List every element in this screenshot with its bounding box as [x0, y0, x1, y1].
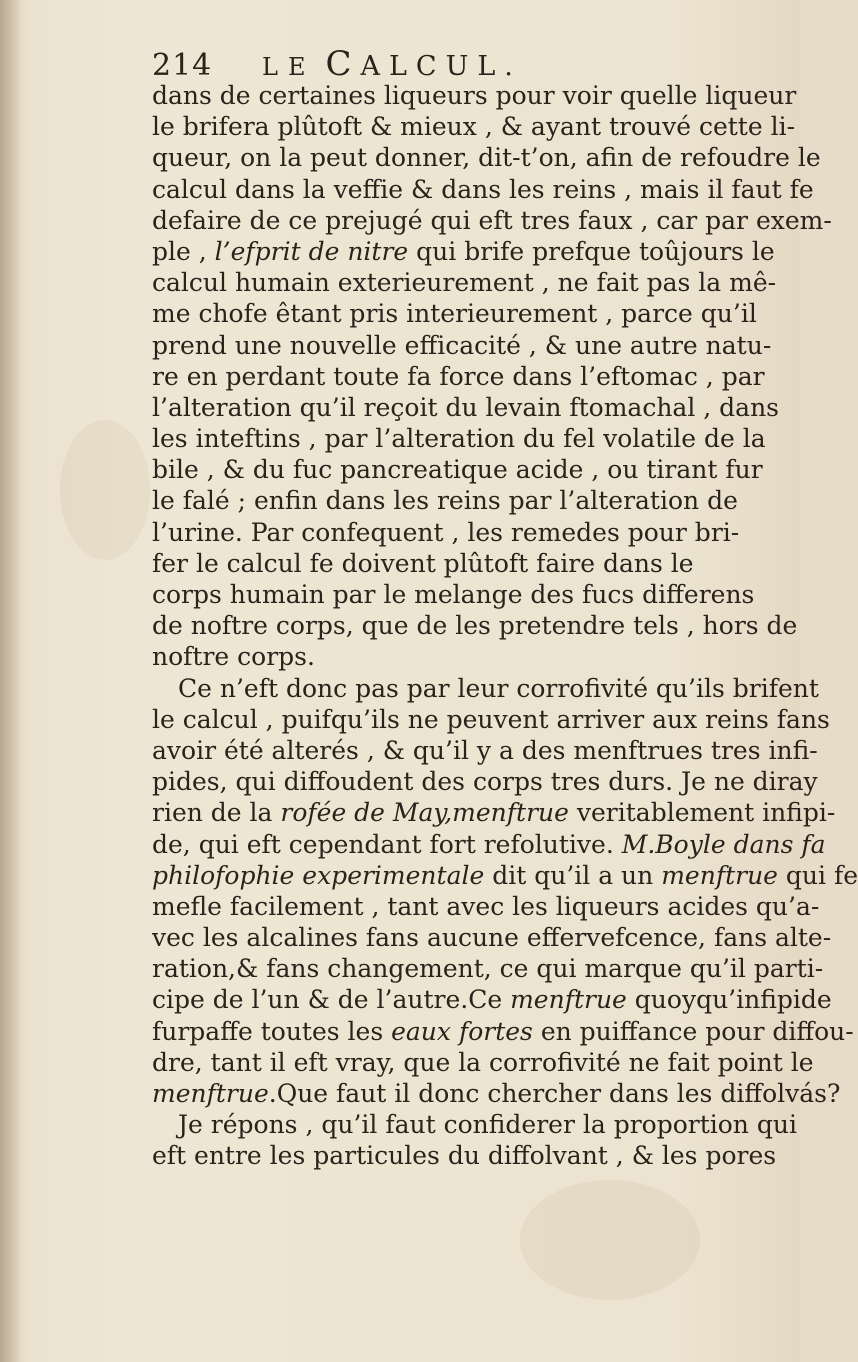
text-segment: cipe de l’un & de l’autre.Ce	[152, 985, 511, 1015]
text-line	[152, 984, 832, 1015]
text-segment: l’urine. Par confequent , les remedes pour bri-	[152, 517, 740, 547]
text-segment: defaire de ce prejugé qui eft tres faux , car par exem-	[152, 205, 832, 235]
text-line	[152, 860, 858, 891]
text-line	[152, 1016, 854, 1047]
paper-stain	[520, 1180, 700, 1300]
italic-text: eaux fortes	[391, 1016, 533, 1046]
text-segment: calcul humain exterieurement , ne fait pas la mê-	[152, 268, 777, 298]
page-number: 214	[152, 48, 213, 83]
text-segment: veritablement infipi-	[568, 798, 836, 828]
text-segment: pides, qui diffoudent des corps tres durs. Je ne diray	[152, 767, 818, 797]
text-line	[152, 298, 792, 329]
text-line	[152, 891, 820, 922]
running-title-initial: C	[325, 44, 361, 84]
text-line	[152, 80, 797, 111]
text-line	[152, 922, 832, 953]
text-segment: prend une nouvelle efficacité , & une autre natu-	[152, 330, 772, 360]
text-line	[152, 392, 792, 423]
running-title-article: LE	[262, 53, 316, 81]
text-segment: le calcul , puifqu’ils ne peuvent arriver aux reins fans	[152, 704, 830, 734]
text-segment: en puiffance pour diffou-	[532, 1016, 854, 1046]
italic-text: menftrue	[510, 985, 627, 1015]
text-segment: dre, tant il eft vray, que la corrofivité ne fait point le	[152, 1047, 814, 1077]
text-segment: qui brife prefque toûjours le	[408, 236, 775, 266]
text-segment: re en perdant toute fa force dans l’eftomac , par	[152, 361, 765, 391]
text-segment: l’alteration qu’il reçoit du levain ftomachal , dans	[152, 392, 780, 422]
text-segment: fer le calcul fe doivent plûtoft faire dans le	[152, 548, 694, 578]
text-segment: quoyqu’infipide	[626, 985, 832, 1015]
running-title-rest: ALCUL.	[360, 51, 522, 82]
text-segment: me chofe êtant pris interieurement , parce qu’il	[152, 299, 757, 329]
text-segment: furpaffe toutes les	[152, 1016, 392, 1046]
text-segment: .Que faut il donc chercher dans les diffolvás?	[268, 1079, 841, 1108]
text-segment: le brifera plûtoft & mieux , & ayant trouvé cette li-	[152, 112, 796, 142]
text-segment: dit qu’il a un	[484, 860, 662, 890]
text-line	[152, 111, 796, 142]
text-segment: les inteftins , par l’alteration du fel volatile de la	[152, 424, 766, 454]
gutter-shadow	[0, 0, 22, 1362]
text-segment: mefle facilement , tant avec les liqueurs acides qu’a-	[152, 891, 820, 921]
text-line	[152, 1047, 814, 1078]
text-segment: bile , & du fuc pancreatique acide , ou tirant fur	[152, 455, 763, 485]
text-line	[152, 1078, 841, 1109]
text-line	[152, 1140, 792, 1171]
italic-text: menftrue	[661, 860, 778, 890]
text-line	[152, 205, 832, 236]
text-line	[152, 267, 792, 298]
text-line	[152, 953, 824, 984]
text-segment: dans de certaines liqueurs pour voir quelle liqueur	[152, 81, 797, 110]
text-line	[152, 766, 818, 797]
text-line	[152, 174, 814, 205]
text-line	[152, 517, 792, 548]
text-segment: Ce n’eft donc pas par leur corrofivité qu’ils brifent	[178, 673, 819, 703]
text-segment: eft entre les particules du diffolvant , & les pores	[152, 1141, 777, 1171]
text-segment: de, qui eft cependant fort refolutive.	[152, 829, 622, 859]
text-segment: ple ,	[152, 236, 215, 266]
text-line	[152, 610, 798, 641]
text-line	[152, 142, 821, 173]
text-segment: de noftre corps, que de les pretendre tels , hors de	[152, 611, 798, 641]
paper-stain	[60, 420, 150, 560]
text-line	[152, 829, 826, 860]
italic-text: menftrue	[152, 1079, 269, 1108]
text-segment: avoir été alterés , & qu’il y a des menftrues tres infi-	[152, 735, 818, 765]
text-line	[152, 236, 792, 267]
text-line	[152, 423, 792, 454]
italic-text: l’efprit de nitre	[214, 236, 409, 266]
text-line	[152, 641, 792, 672]
italic-text: philofophie experimentale	[152, 860, 485, 890]
text-segment: vec les alcalines fans aucune effervefcence, fans alte-	[152, 923, 832, 953]
text-line	[152, 361, 792, 392]
italic-text: M.Boyle dans fa	[621, 829, 826, 859]
text-segment: calcul dans la veffie & dans les reins , mais il faut fe	[152, 174, 814, 204]
text-segment: qui fe	[777, 860, 858, 890]
text-line	[152, 673, 819, 704]
text-line	[152, 330, 792, 361]
text-line	[152, 735, 818, 766]
text-line	[152, 704, 830, 735]
text-line	[152, 548, 792, 579]
text-segment: Je répons , qu’il faut confiderer la proportion qui	[178, 1110, 797, 1140]
text-segment: rien de la	[152, 798, 281, 828]
text-segment: le falé ; enfin dans les reins par l’alteration de	[152, 486, 738, 516]
text-line	[152, 797, 836, 828]
text-segment: corps humain par le melange des fucs differens	[152, 580, 755, 609]
body-text	[152, 80, 858, 1172]
text-line	[152, 485, 792, 516]
text-line	[152, 1109, 797, 1140]
text-segment: queur, on la peut donner, dit-t’on, afin de refoudre le	[152, 143, 821, 173]
text-line	[152, 454, 792, 485]
italic-text: rofée de May,menftrue	[280, 798, 569, 828]
text-segment: ration,& fans changement, ce qui marque qu’il parti-	[152, 954, 824, 984]
text-line	[152, 579, 792, 610]
text-segment: noftre corps.	[152, 642, 315, 672]
